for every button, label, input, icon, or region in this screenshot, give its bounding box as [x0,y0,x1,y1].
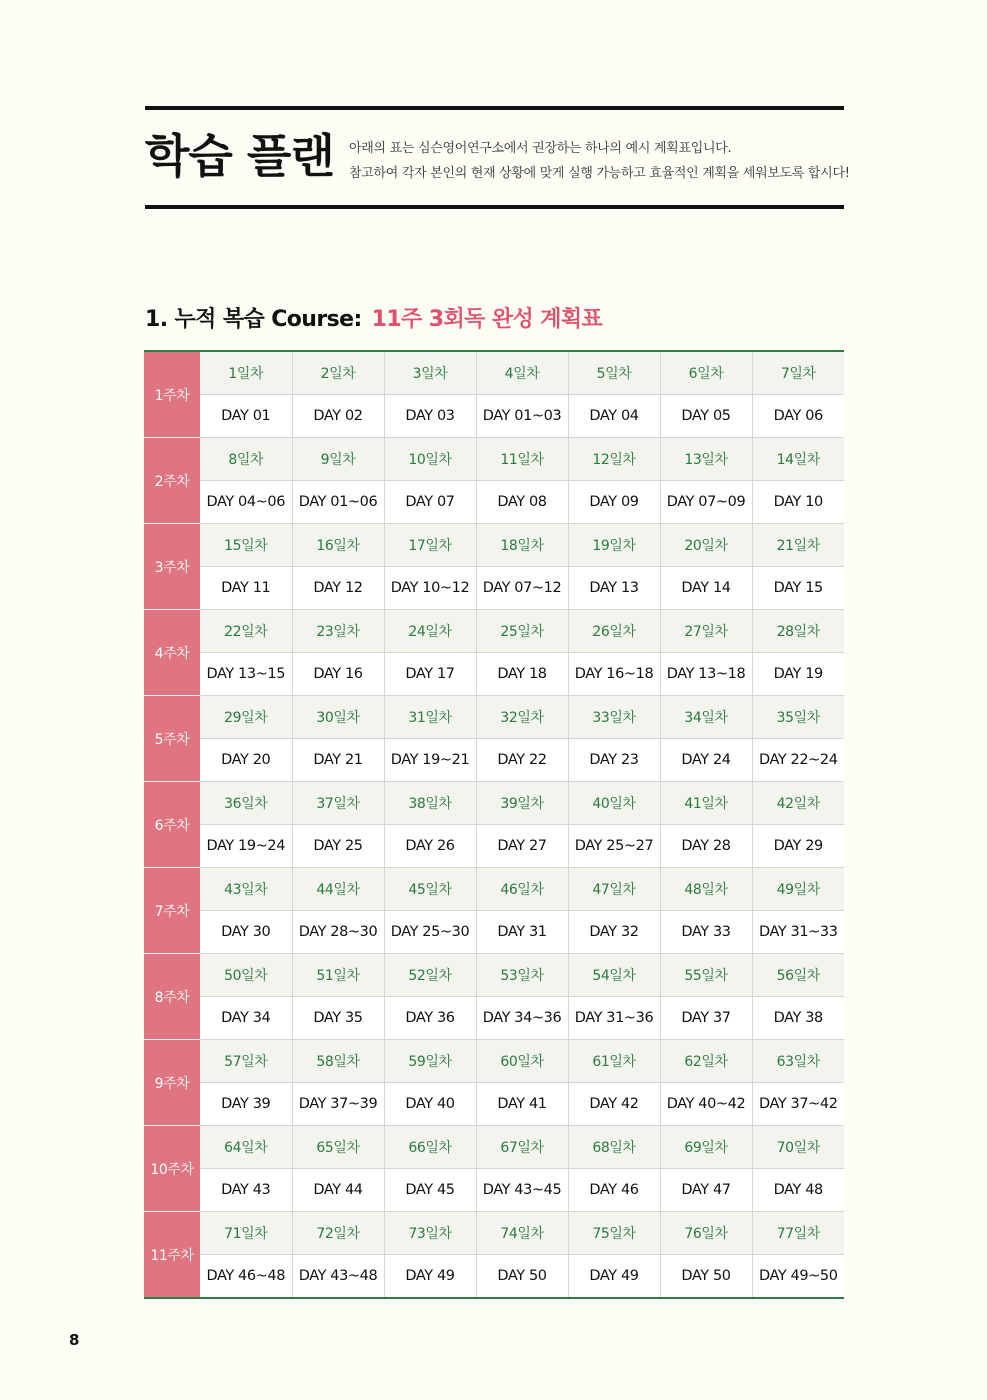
task-cell: DAY 03 [384,395,476,438]
day-label-cell: 62일차 [660,1040,752,1083]
day-label-cell: 16일차 [292,524,384,567]
day-label-cell: 60일차 [476,1040,568,1083]
study-plan-table [144,350,844,1299]
task-cell: DAY 08 [476,481,568,524]
week-label-cell: 8주차 [144,954,200,1040]
task-cell: DAY 22 [476,739,568,782]
day-label-cell: 1일차 [200,351,292,395]
task-cell: DAY 31 [476,911,568,954]
header-top-rule [145,106,844,110]
day-label-cell: 40일차 [568,782,660,825]
header-description [349,136,850,186]
task-cell: DAY 40~42 [660,1083,752,1126]
day-label-cell: 17일차 [384,524,476,567]
day-label-cell: 8일차 [200,438,292,481]
task-cell: DAY 25~27 [568,825,660,868]
day-label-cell: 13일차 [660,438,752,481]
task-cell: DAY 42 [568,1083,660,1126]
task-cell: DAY 35 [292,997,384,1040]
day-label-cell: 59일차 [384,1040,476,1083]
day-label-cell: 19일차 [568,524,660,567]
task-cell: DAY 49 [384,1255,476,1299]
task-cell: DAY 19~21 [384,739,476,782]
day-label-cell: 71일차 [200,1212,292,1255]
table-row [144,868,844,911]
task-cell: DAY 45 [384,1169,476,1212]
task-cell: DAY 10~12 [384,567,476,610]
table-row [144,351,844,395]
day-label-cell: 72일차 [292,1212,384,1255]
day-label-cell: 7일차 [752,351,844,395]
day-label-cell: 74일차 [476,1212,568,1255]
day-label-cell: 24일차 [384,610,476,653]
task-cell: DAY 10 [752,481,844,524]
task-cell: DAY 49~50 [752,1255,844,1299]
task-cell: DAY 25 [292,825,384,868]
table-row [144,567,844,610]
task-cell: DAY 46 [568,1169,660,1212]
task-cell: DAY 19~24 [200,825,292,868]
table-row [144,524,844,567]
day-label-cell: 11일차 [476,438,568,481]
task-cell: DAY 37~39 [292,1083,384,1126]
table-row [144,1169,844,1212]
task-cell: DAY 17 [384,653,476,696]
table-row [144,438,844,481]
day-label-cell: 30일차 [292,696,384,739]
day-label-cell: 46일차 [476,868,568,911]
day-label-cell: 34일차 [660,696,752,739]
week-label-cell: 4주차 [144,610,200,696]
day-label-cell: 47일차 [568,868,660,911]
table-row [144,1083,844,1126]
day-label-cell: 3일차 [384,351,476,395]
day-label-cell: 61일차 [568,1040,660,1083]
day-label-cell: 21일차 [752,524,844,567]
table-row [144,481,844,524]
task-cell: DAY 50 [660,1255,752,1299]
task-cell: DAY 16 [292,653,384,696]
day-label-cell: 39일차 [476,782,568,825]
task-cell: DAY 26 [384,825,476,868]
study-plan-table-body [144,351,844,1298]
day-label-cell: 9일차 [292,438,384,481]
day-label-cell: 44일차 [292,868,384,911]
task-cell: DAY 33 [660,911,752,954]
day-label-cell: 6일차 [660,351,752,395]
task-cell: DAY 43~45 [476,1169,568,1212]
task-cell: DAY 01~03 [476,395,568,438]
task-cell: DAY 32 [568,911,660,954]
task-cell: DAY 36 [384,997,476,1040]
day-label-cell: 32일차 [476,696,568,739]
table-row [144,997,844,1040]
task-cell: DAY 50 [476,1255,568,1299]
task-cell: DAY 22~24 [752,739,844,782]
task-cell: DAY 13~18 [660,653,752,696]
day-label-cell: 54일차 [568,954,660,997]
day-label-cell: 65일차 [292,1126,384,1169]
header-description-line-1: 아래의 표는 심슨영어연구소에서 권장하는 하나의 예시 계획표입니다. [349,141,732,156]
table-row [144,1040,844,1083]
task-cell: DAY 31~33 [752,911,844,954]
task-cell: DAY 09 [568,481,660,524]
week-label-cell: 2주차 [144,438,200,524]
task-cell: DAY 40 [384,1083,476,1126]
day-label-cell: 10일차 [384,438,476,481]
task-cell: DAY 28 [660,825,752,868]
day-label-cell: 35일차 [752,696,844,739]
day-label-cell: 2일차 [292,351,384,395]
day-label-cell: 58일차 [292,1040,384,1083]
day-label-cell: 51일차 [292,954,384,997]
day-label-cell: 4일차 [476,351,568,395]
task-cell: DAY 43~48 [292,1255,384,1299]
task-cell: DAY 37~42 [752,1083,844,1126]
task-cell: DAY 16~18 [568,653,660,696]
day-label-cell: 52일차 [384,954,476,997]
day-label-cell: 43일차 [200,868,292,911]
day-label-cell: 5일차 [568,351,660,395]
day-label-cell: 48일차 [660,868,752,911]
section-title [145,302,602,333]
day-label-cell: 28일차 [752,610,844,653]
table-row [144,696,844,739]
task-cell: DAY 38 [752,997,844,1040]
task-cell: DAY 37 [660,997,752,1040]
day-label-cell: 38일차 [384,782,476,825]
table-row [144,1212,844,1255]
task-cell: DAY 02 [292,395,384,438]
day-label-cell: 56일차 [752,954,844,997]
task-cell: DAY 01 [200,395,292,438]
task-cell: DAY 39 [200,1083,292,1126]
week-label-cell: 5주차 [144,696,200,782]
task-cell: DAY 43 [200,1169,292,1212]
week-label-cell: 9주차 [144,1040,200,1126]
task-cell: DAY 15 [752,567,844,610]
task-cell: DAY 29 [752,825,844,868]
day-label-cell: 70일차 [752,1126,844,1169]
day-label-cell: 68일차 [568,1126,660,1169]
section-title-accent: 11주 3회독 완성 계획표 [371,307,603,332]
day-label-cell: 75일차 [568,1212,660,1255]
day-label-cell: 23일차 [292,610,384,653]
task-cell: DAY 01~06 [292,481,384,524]
day-label-cell: 50일차 [200,954,292,997]
day-label-cell: 76일차 [660,1212,752,1255]
table-row [144,1255,844,1299]
task-cell: DAY 12 [292,567,384,610]
day-label-cell: 49일차 [752,868,844,911]
day-label-cell: 41일차 [660,782,752,825]
page-title: 학습 플랜 [145,129,334,183]
task-cell: DAY 34 [200,997,292,1040]
table-row [144,395,844,438]
table-row [144,825,844,868]
task-cell: DAY 18 [476,653,568,696]
day-label-cell: 31일차 [384,696,476,739]
table-row [144,1126,844,1169]
day-label-cell: 37일차 [292,782,384,825]
week-label-cell: 11주차 [144,1212,200,1299]
day-label-cell: 26일차 [568,610,660,653]
section-title-prefix: 1. 누적 복습 Course: [145,307,362,332]
table-row [144,739,844,782]
task-cell: DAY 48 [752,1169,844,1212]
task-cell: DAY 25~30 [384,911,476,954]
day-label-cell: 45일차 [384,868,476,911]
day-label-cell: 67일차 [476,1126,568,1169]
task-cell: DAY 21 [292,739,384,782]
day-label-cell: 55일차 [660,954,752,997]
day-label-cell: 22일차 [200,610,292,653]
table-row [144,653,844,696]
task-cell: DAY 20 [200,739,292,782]
task-cell: DAY 49 [568,1255,660,1299]
day-label-cell: 73일차 [384,1212,476,1255]
task-cell: DAY 04 [568,395,660,438]
task-cell: DAY 44 [292,1169,384,1212]
day-label-cell: 66일차 [384,1126,476,1169]
task-cell: DAY 07~12 [476,567,568,610]
day-label-cell: 69일차 [660,1126,752,1169]
day-label-cell: 15일차 [200,524,292,567]
day-label-cell: 29일차 [200,696,292,739]
day-label-cell: 77일차 [752,1212,844,1255]
table-row [144,954,844,997]
task-cell: DAY 24 [660,739,752,782]
week-label-cell: 10주차 [144,1126,200,1212]
table-row [144,782,844,825]
task-cell: DAY 06 [752,395,844,438]
day-label-cell: 27일차 [660,610,752,653]
task-cell: DAY 11 [200,567,292,610]
week-label-cell: 1주차 [144,351,200,438]
day-label-cell: 64일차 [200,1126,292,1169]
task-cell: DAY 23 [568,739,660,782]
task-cell: DAY 34~36 [476,997,568,1040]
day-label-cell: 14일차 [752,438,844,481]
task-cell: DAY 14 [660,567,752,610]
table-row [144,610,844,653]
task-cell: DAY 07~09 [660,481,752,524]
task-cell: DAY 19 [752,653,844,696]
header-description-line-2: 참고하여 각자 본인의 현재 상황에 맞게 실행 가능하고 효율적인 계획을 세워보도록 합시다! [349,166,850,181]
week-label-cell: 7주차 [144,868,200,954]
day-label-cell: 20일차 [660,524,752,567]
task-cell: DAY 31~36 [568,997,660,1040]
day-label-cell: 63일차 [752,1040,844,1083]
task-cell: DAY 41 [476,1083,568,1126]
header-bottom-rule [145,205,844,209]
task-cell: DAY 04~06 [200,481,292,524]
task-cell: DAY 13 [568,567,660,610]
task-cell: DAY 13~15 [200,653,292,696]
task-cell: DAY 46~48 [200,1255,292,1299]
week-label-cell: 3주차 [144,524,200,610]
day-label-cell: 18일차 [476,524,568,567]
day-label-cell: 12일차 [568,438,660,481]
day-label-cell: 53일차 [476,954,568,997]
task-cell: DAY 05 [660,395,752,438]
day-label-cell: 33일차 [568,696,660,739]
task-cell: DAY 27 [476,825,568,868]
page-number: 8 [69,1331,80,1349]
table-row [144,911,844,954]
task-cell: DAY 28~30 [292,911,384,954]
task-cell: DAY 47 [660,1169,752,1212]
day-label-cell: 57일차 [200,1040,292,1083]
task-cell: DAY 07 [384,481,476,524]
week-label-cell: 6주차 [144,782,200,868]
day-label-cell: 25일차 [476,610,568,653]
task-cell: DAY 30 [200,911,292,954]
day-label-cell: 36일차 [200,782,292,825]
day-label-cell: 42일차 [752,782,844,825]
